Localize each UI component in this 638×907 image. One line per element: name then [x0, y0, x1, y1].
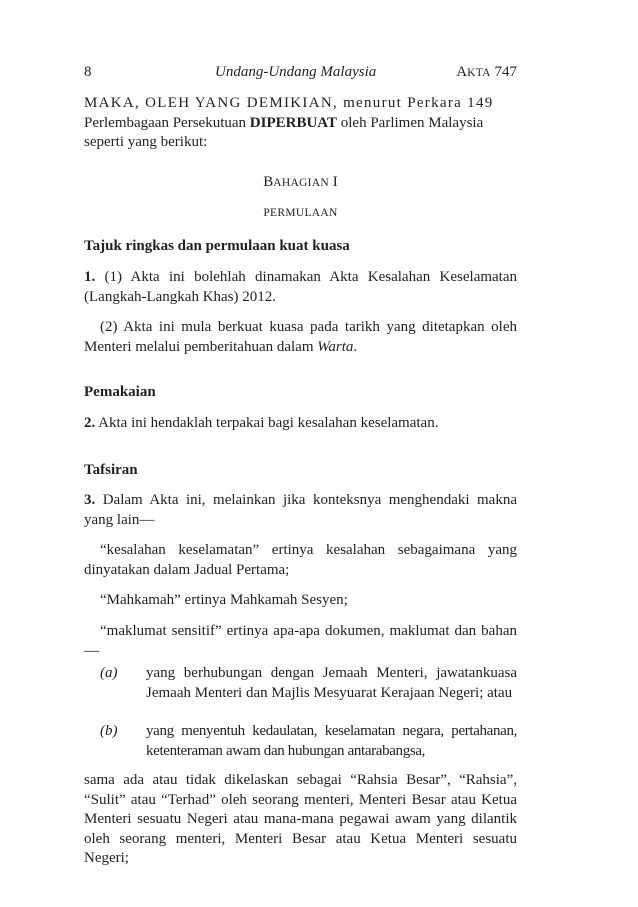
list-item-text: yang berhubungan dengan Jemaah Menteri, jawatankuasa Jemaah Menteri dan Majlis Mesyuarat Kerajaan Negeri; atau [146, 665, 517, 701]
section-2-heading: Pemakaian [84, 384, 156, 400]
section-1-heading: Tajuk ringkas dan permulaan kuat kuasa [84, 238, 350, 254]
section-3-heading: Tafsiran [84, 462, 138, 478]
list-item-label: (a) [100, 665, 118, 681]
page-number: 8 [84, 64, 92, 80]
section-1-subsection-1: 1. (1) Akta ini bolehlah dinamakan Akta Kesalahan Keselamatan (Langkah-Langkah Khas) 2012. [84, 269, 517, 305]
document-page [84, 0, 517, 907]
part-subheading: PERMULAAN [263, 207, 338, 219]
list-item-text: yang menyentuh kedaulatan, keselamatan negara, pertahanan, ketenteraman awam dan hubungan antarabangsa, [146, 723, 517, 759]
section-1-subsection-2: (2) Akta ini mula berkuat kuasa pada tarikh yang ditetapkan oleh Menteri melalui pemberitahuan dalam Warta. [84, 319, 517, 355]
enacting-clause: MAKA, OLEH YANG DEMIKIAN, menurut Perkara 149 Perlembagaan Persekutuan DIPERBUAT oleh Parlimen Malaysia seperti yang berikut: [84, 95, 494, 150]
closing-paragraph: sama ada atau tidak dikelaskan sebagai “Rahsia Besar”, “Rahsia”, “Sulit” atau “Terhad” oleh seorang menteri, Menteri Besar atau Ketua Menteri sesuatu Negeri atau mana-mana pegawai awam yang dilantik oleh seorang menteri, Menteri Besar atau Ketua Menteri sesuatu Negeri; [84, 772, 517, 866]
part-heading: BAHAGIAN I [263, 174, 338, 190]
running-header [84, 64, 517, 84]
section-3-text: 3. Dalam Akta ini, melainkan jika konteksnya menghendaki makna yang lain— [84, 492, 517, 528]
list-item-label: (b) [100, 723, 118, 739]
publication-title: Undang-Undang Malaysia [215, 64, 377, 80]
definition-maklumat-sensitif: “maklumat sensitif” ertinya apa-apa dokumen, maklumat dan bahan— [84, 623, 517, 659]
definition-kesalahan-keselamatan: “kesalahan keselamatan” ertinya kesalahan sebagaimana yang dinyatakan dalam Jadual Pertama; [84, 542, 517, 578]
definition-mahkamah: “Mahkamah” ertinya Mahkamah Sesyen; [100, 592, 348, 608]
section-2-text: 2. Akta ini hendaklah terpakai bagi kesalahan keselamatan. [84, 415, 439, 431]
act-number-label: AKTA 747 [456, 64, 517, 80]
